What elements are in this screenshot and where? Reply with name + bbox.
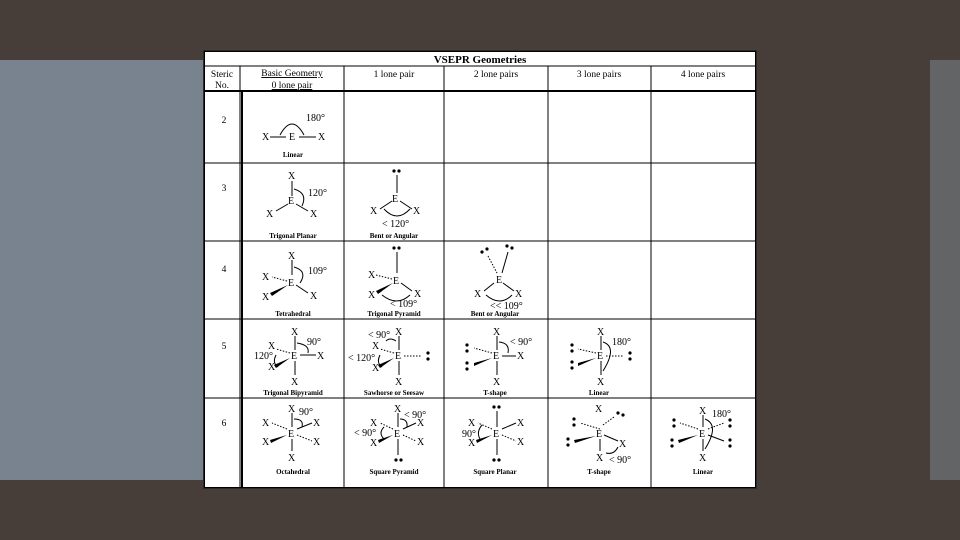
ligand-label: X (413, 206, 421, 217)
ligand-label: X (395, 377, 403, 388)
ligand-label: X (372, 341, 380, 352)
central-atom-label: E (288, 196, 295, 207)
geometry-caption: Sawhorse or Seesaw (363, 389, 425, 397)
steric-number: 5 (221, 342, 227, 352)
geometry-caption: T-shape (587, 468, 611, 476)
left-slide-panel (0, 60, 207, 480)
ligand-label: X (310, 209, 318, 220)
bond-angle-label: < 90° (368, 330, 391, 341)
geometry-caption: Octahedral (276, 468, 310, 476)
geometry-caption: Tetrahedral (275, 310, 311, 318)
tetrahedral-diagram (262, 251, 327, 318)
geometry-caption: Linear (588, 389, 610, 397)
bond-angle-label: 180° (712, 409, 731, 420)
central-atom-label: E (596, 429, 603, 440)
bond-angle-label: < 120° (348, 353, 376, 364)
trigonal-planar-diagram (266, 171, 327, 240)
geometry-caption: Linear (282, 151, 304, 159)
vsepr-table-image (204, 51, 756, 488)
linear-from-tbp-diagram (570, 327, 631, 397)
central-atom-label: E (291, 351, 298, 362)
ligand-label: X (310, 291, 318, 302)
table-title: VSEPR Geometries (433, 54, 527, 66)
ligand-label: X (468, 418, 476, 429)
geometry-caption: Bent or Angular (470, 310, 520, 318)
central-atom-label: E (395, 351, 402, 362)
geometry-caption: Square Planar (473, 468, 517, 476)
ligand-label: X (596, 453, 604, 464)
ligand-label: X (266, 209, 274, 220)
ligand-label: X (370, 438, 378, 449)
bond-angle-label: 180° (612, 337, 631, 348)
ligand-label: X (262, 272, 270, 283)
ligand-label: X (318, 132, 326, 143)
geometry-caption: Trigonal Planar (269, 232, 317, 240)
bond-angle-label: < 90° (404, 410, 427, 421)
ligand-label: X (414, 289, 422, 300)
ligand-label: X (262, 437, 270, 448)
header-3-lone-pairs: 3 lone pairs (576, 70, 622, 80)
header-basic-geometry: Basic Geometry (261, 69, 323, 79)
central-atom-label: E (699, 429, 706, 440)
central-atom-label: E (493, 429, 500, 440)
ligand-label: X (370, 418, 378, 429)
octahedral-diagram (262, 404, 321, 476)
bent-diagram (370, 169, 421, 240)
ligand-label: X (368, 270, 376, 281)
bond-angle-label: 90° (299, 407, 313, 418)
bond-angle-label: 90° (307, 337, 321, 348)
steric-number: 4 (221, 265, 227, 275)
bent-tetrahedral-diagram (471, 244, 523, 318)
geometry-caption: Trigonal Bipyramid (263, 389, 323, 397)
geometry-caption: Square Pyramid (369, 468, 419, 476)
geometry-caption: Linear (692, 468, 714, 476)
bond-angle-label: < 120° (382, 219, 410, 230)
ligand-label: X (597, 327, 605, 338)
header-zero-lone-pair: 0 lone pair (271, 81, 313, 91)
ligand-label: X (291, 377, 299, 388)
bond-angle-label: < 109° (390, 299, 418, 310)
header-4-lone-pairs: 4 lone pairs (680, 70, 726, 80)
central-atom-label: E (392, 194, 399, 205)
header-steric: Steric (210, 70, 234, 80)
geometry-caption: Trigonal Pyramid (367, 310, 421, 318)
ligand-label: X (417, 418, 425, 429)
ligand-label: X (288, 453, 296, 464)
ligand-label: X (468, 438, 476, 449)
right-slide-panel (930, 60, 960, 480)
steric-number: 2 (221, 116, 227, 126)
ligand-label: X (288, 251, 296, 262)
seesaw-diagram (348, 327, 430, 397)
ligand-label: X (262, 132, 270, 143)
ligand-label: X (474, 289, 482, 300)
ligand-label: X (268, 362, 276, 373)
bond-angle-label: < 90° (354, 428, 377, 439)
header-steric-no: No. (215, 81, 229, 91)
central-atom-label: E (289, 132, 296, 143)
geometry-caption: Bent or Angular (369, 232, 419, 240)
linear-diagram (262, 113, 326, 159)
ligand-label: X (597, 377, 605, 388)
central-atom-label: E (288, 429, 295, 440)
ligand-label: X (288, 404, 296, 415)
central-atom-label: E (496, 275, 503, 286)
central-atom-label: E (394, 429, 401, 440)
table-grid (204, 52, 756, 489)
ligand-label: X (395, 327, 403, 338)
bond-angle-label: 180° (306, 113, 325, 124)
bond-angle-label: 90° (462, 429, 476, 440)
ligand-label: X (372, 363, 380, 374)
ligand-label: X (268, 341, 276, 352)
ligand-label: X (417, 437, 425, 448)
bond-angle-label: 120° (254, 351, 273, 362)
ligand-label: X (291, 327, 299, 338)
ligand-label: X (699, 406, 707, 417)
ligand-label: X (368, 290, 376, 301)
ligand-label: X (288, 171, 296, 182)
bottom-band (0, 480, 960, 540)
square-pyramid-diagram (354, 404, 426, 476)
ligand-label: X (370, 206, 378, 217)
bond-angle-label: << 109° (490, 301, 523, 312)
steric-number: 3 (221, 184, 227, 194)
ligand-label: X (313, 418, 321, 429)
trigonal-pyramid-diagram (367, 246, 422, 318)
ligand-label: X (262, 418, 270, 429)
bond-angle-label: 109° (308, 266, 327, 277)
ligand-label: X (317, 351, 325, 362)
ligand-label: X (517, 418, 525, 429)
ligand-label: X (595, 404, 603, 415)
ligand-label: X (394, 404, 402, 415)
header-1-lone-pair: 1 lone pair (373, 70, 415, 80)
ligand-label: X (517, 351, 525, 362)
ligand-label: X (493, 377, 501, 388)
geometry-caption: T-shape (483, 389, 507, 397)
ligand-label: X (262, 292, 270, 303)
ligand-label: X (493, 327, 501, 338)
central-atom-label: E (288, 278, 295, 289)
central-atom-label: E (393, 276, 400, 287)
ligand-label: X (699, 453, 707, 464)
ligand-label: X (313, 437, 321, 448)
ligand-label: X (619, 439, 627, 450)
t-shape-diagram (465, 327, 532, 397)
linear-from-octahedral-diagram (670, 406, 731, 476)
steric-number: 6 (221, 419, 227, 429)
bond-angle-label: < 90° (609, 455, 632, 466)
bond-angle-label: < 90° (510, 337, 533, 348)
ligand-label: X (517, 437, 525, 448)
trigonal-bipyramid-diagram (254, 327, 325, 397)
bond-angle-label: 120° (308, 188, 327, 199)
central-atom-label: E (597, 351, 604, 362)
square-planar-diagram (462, 405, 525, 476)
vsepr-table (204, 51, 756, 488)
ligand-label: X (515, 289, 523, 300)
central-atom-label: E (493, 351, 500, 362)
t-shape-octahedral-diagram (566, 404, 631, 476)
header-2-lone-pairs: 2 lone pairs (473, 70, 519, 80)
